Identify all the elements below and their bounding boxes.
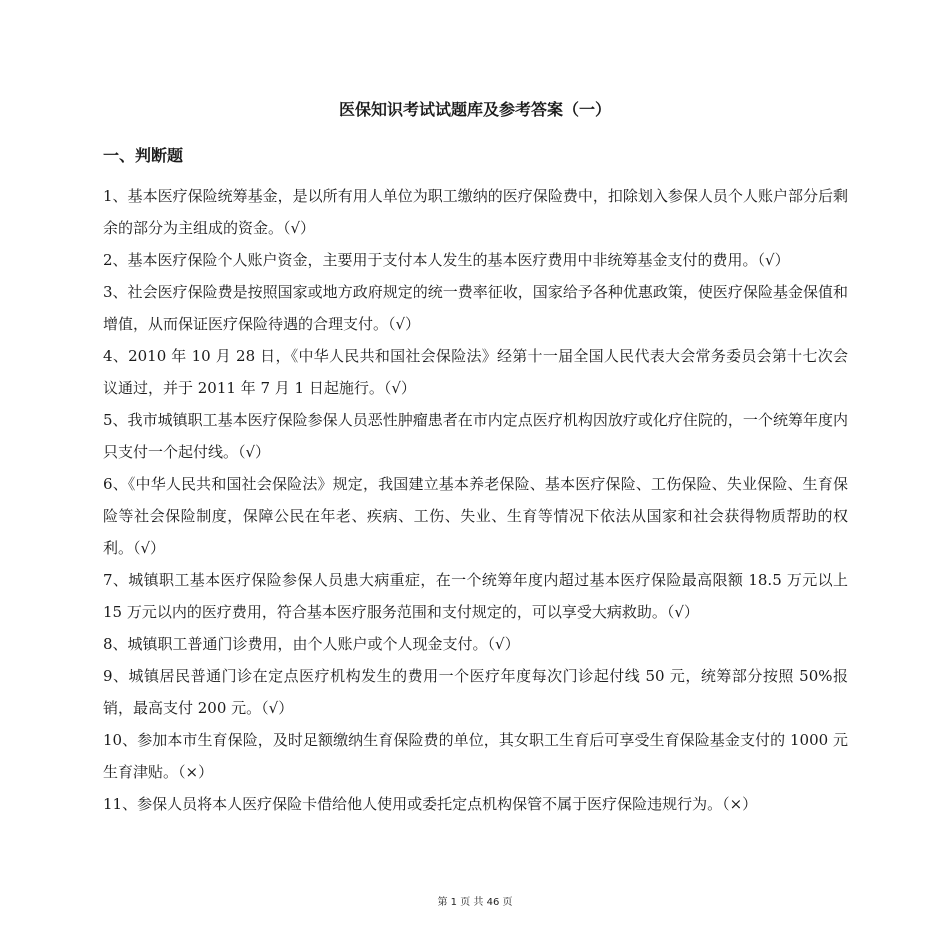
page-footer: 第 1 页 共 46 页 (437, 897, 513, 908)
question-item: 8、城镇职工普通门诊费用，由个人账户或个人现金支付。（√） (103, 635, 520, 653)
question-item: 4、2010 年 10 月 28 日，《中华人民共和国社会保险法》经第十一届全国人民代表大会常务委员会第十七次会议通过，并于 2011 年 7 月 1 日起施行。（√） (103, 347, 848, 397)
question-item: 7、城镇职工基本医疗保险参保人员患大病重症，在一个统筹年度内超过基本医疗保险最高限额 18.5 万元以上 15 万元以内的医疗费用，符合基本医疗服务范围和支付规定的，可以享受大病救助。（√） (103, 571, 848, 621)
question-list (103, 180, 848, 820)
question-item: 5、我市城镇职工基本医疗保险参保人员恶性肿瘤患者在市内定点医疗机构因放疗或化疗住院的，一个统筹年度内只支付一个起付线。（√） (103, 411, 848, 461)
question-item: 10、参加本市生育保险，及时足额缴纳生育保险费的单位，其女职工生育后可享受生育保险基金支付的 1000 元生育津贴。（×） (103, 731, 848, 781)
question-item: 2、基本医疗保险个人账户资金，主要用于支付本人发生的基本医疗费用中非统筹基金支付的费用。（√） (103, 251, 790, 269)
question-item: 9、城镇居民普通门诊在定点医疗机构发生的费用一个医疗年度每次门诊起付线 50 元，统筹部分按照 50%报销，最高支付 200 元。（√） (103, 667, 848, 717)
question-item: 1、基本医疗保险统筹基金，是以所有用人单位为职工缴纳的医疗保险费中，扣除划入参保人员个人账户部分后剩余的部分为主组成的资金。（√） (103, 187, 848, 237)
question-item: 6、《中华人民共和国社会保险法》规定，我国建立基本养老保险、基本医疗保险、工伤保险、失业保险、生育保险等社会保险制度，保障公民在年老、疾病、工伤、失业、生育等情况下依法从国家和社会获得物质帮助的权利。（√） (103, 475, 848, 557)
document-title: 医保知识考试试题库及参考答案（一） (338, 100, 611, 119)
question-item: 11、参保人员将本人医疗保险卡借给他人使用或委托定点机构保管不属于医疗保险违规行为。（×） (103, 795, 758, 813)
question-item: 3、社会医疗保险费是按照国家或地方政府规定的统一费率征收，国家给予各种优惠政策，使医疗保险基金保值和增值，从而保证医疗保险待遇的合理支付。（√） (103, 283, 848, 333)
section-heading: 一、判断题 (103, 146, 184, 165)
